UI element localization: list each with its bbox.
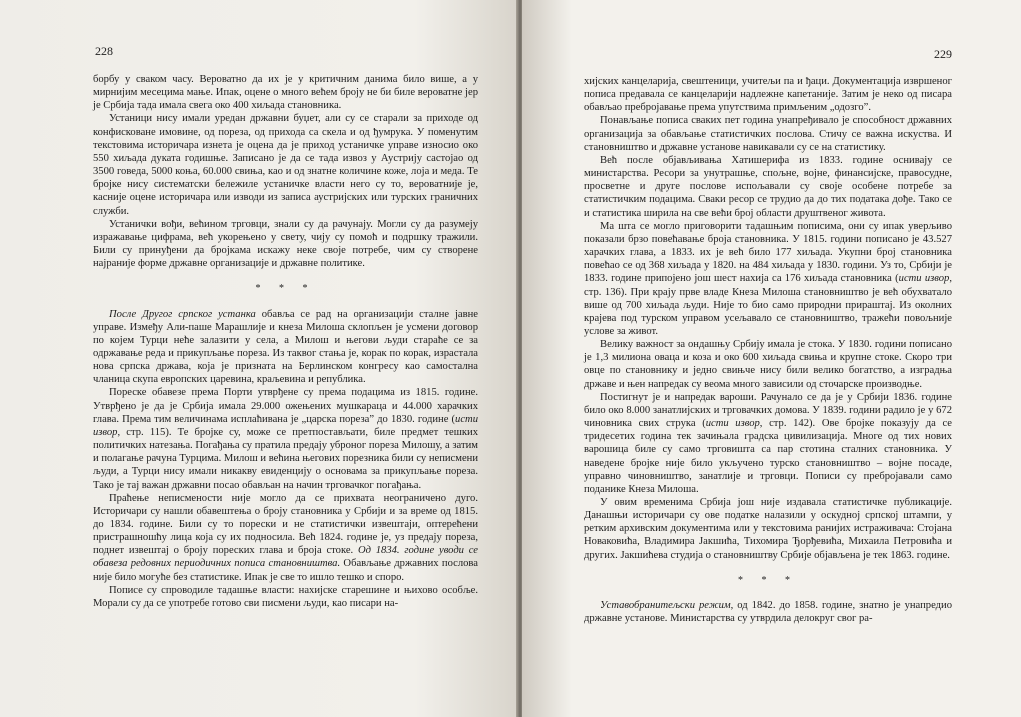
paragraph-text: , стр. 142). Ове бројке показују да се тридесетих година тек зачињала градска цивилизација. Многе од тих нових варошица биле су само трговишта са пар стотина сталних становника. У наведене бројке није било укључено турско становништво – војне посаде, управно чиновништво, занатлије и трговци. Пописи су пребројавали само поданике Кнеза Милоша. xyxy=(584,418,952,495)
paragraph: Пописе су спроводиле тадашње власти: нахијске старешине и њихово особље. Морали су да се употребе готово сви писмени људи, као писари на- xyxy=(93,584,478,609)
paragraph: Понављање пописа сваких пет година унапређивало је способност државних организација за обављање статистичких послова. Стичу се важна искуства. И становништво и државне установе навикавали су се на статистику. xyxy=(584,115,952,153)
right-page xyxy=(522,0,1021,717)
paragraph: Устанички вођи, већином трговци, знали су да рачунају. Могли су да разумеју изражавање цифрама, већ укорењено у свету, чију су помоћ и подршку тражили. Били су принуђени да бројкама искажу неке своје потребе, чим су створене најраније форме државне организације и државне политике. xyxy=(93,218,478,270)
paragraph xyxy=(584,599,952,625)
left-page-text xyxy=(93,73,478,610)
paragraph-text: , стр. 115). Те бројке су, може се претпостављати, биле предмет тешких политичких натезања. Погађања су пратила предају уброног пореза Милошу, а затим и полагање рачуна Турцима. Милош и већина његових порезника били су неписмени људи, а Турци нису имали никакву евиденцију о основама за прикупљање пореза. Тако је тај важан државни посао обављан на начин трговачког погађања. xyxy=(93,426,478,491)
paragraph-text: Обављање државних послова није било могуће без статистике. Ипак је све то ишло тешко и споро. xyxy=(93,558,478,583)
section-separator: * * * xyxy=(255,283,316,295)
paragraph xyxy=(584,220,952,338)
italic-heading: Уставобранитељски режим, xyxy=(600,599,734,611)
italic-citation: исти извор xyxy=(898,273,950,285)
paragraph: борбу у сваком часу. Вероватно да их је у критичним данима било више, а у мирнијим месецима мање. Ипак, оцене о много већем броју не би биле вероватне јер је Србија тада имала свега око 400 хиљада становника. xyxy=(93,74,478,112)
paragraph-text: обавља се рад на организацији сталне јавне управе. Између Али-паше Марашлије и кнеза Милоша склопљен је усмени договор по којем Турци неће залазити у села, а Милош и његови људи стараће се за одржавање реда и прикупљање пореза. Из таквог стања је, корак по корак, израстала нова српска држава, која је призната на Берлинском конгресу као самостална чланица скупа европских царевина, краљевина и република. xyxy=(93,308,478,386)
paragraph xyxy=(93,386,478,491)
paragraph-text: Пореске обавезе према Порти утврђене су према подацима из 1815. године. Утврђено је да је Србија имала 29.000 ожењених мушкараца и 44.000 харачких глава. Према тим величинама исплаћивана је „царска пореза” до 1830. године ( xyxy=(93,387,478,425)
paragraph-text: , стр. 136). При крају прве владе Кнеза Милоша становништво је већ обухватало више од 700 хиљада људи. Није то био само природни прираштај. Из околних крајева под турском управом усељавало се становништво, тражећи повољније услове за живот. xyxy=(584,273,952,337)
paragraph-text: Постигнут је и напредак вароши. Рачунало се да је у Србији 1836. године било око 8.000 занатлијских и трговачких домова. У 1839. години радило је у 672 чиновника свих струка ( xyxy=(584,391,952,430)
paragraph: Већ после објављивања Хатишерифа из 1833. године оснивају се министарства. Ресори за унутрашње, спољне, војне, финансијске, правосудне, просветне и друге послове испољавали су своје особене потребе за статистичким подацима. Сваки ресор се трудио да до тих података дође. Тако се и статистика ширила на све већи број области друштвеног живота. xyxy=(584,154,952,219)
italic-emphasis: Од 1834. године уводи се обавеза редовних периодичних пописа становништва. xyxy=(93,545,479,570)
paragraph-text: Ма шта се могло приговорити тадашњим пописима, они су ипак уверљиво показали брзо повећавање броја становника. У 1815. години пописано је 43.527 харачких глава, а 1833. их је већ било 177 хиљада. Укупни број становника повећао се од 368 хиљада у 1820. на 484 хиљада у 1830. години. Уз то, Србији је 1833. године припојено још шест нахија са 176 хиљада становника ( xyxy=(584,220,952,285)
paragraph: хијских канцеларија, свештеници, учитељи па и ђаци. Документација извршеног пописа предавала се канцеларији надлежне капетаније. Затим је неко од писара обављао пребројавање према упутствима примљеним „одозго”. xyxy=(584,76,952,114)
paragraph: Велику важност за ондашњу Србију имала је стока. У 1830. години пописано је 1,3 милиона оваца и коза и око 600 хиљада свиња и крупне стоке. Скоро три овце по становнику и једно свињче нису били велико богатство, а изградња државе и њен напредак су веома много зависили од сточарске производње. xyxy=(584,339,952,390)
italic-citation: исти извор xyxy=(93,413,478,438)
paragraph xyxy=(93,308,478,387)
paragraph: У овим временима Србија још није издавала статистичке публикације. Данашњи историчари су ове податке налазили у оскудној српској штампи, у ретким архивским документима или у текстовима ранијих истраживача: Стојана Новаковића, Владимира Јакшића, Тихомира Ђорђевића, Михаила Петровића и других. Јакшићева студија о становништву Србије објављена је тек 1863. године. xyxy=(584,497,952,561)
italic-citation: исти извор xyxy=(705,418,760,430)
paragraph-text: Праћење неписмености није могло да се прихвата неограничено дуго. Историчари су нашли обавештења о броју становника у Србији и за време од 1815. до 1834. године. Били су то порески и не статистички извештаји, оптерећени пристрашношћу лица која су их подносила. Већ 1824. године је, уз предају пореза, поднет извештај о броју пореских глава и броја стоке. xyxy=(93,492,478,557)
page-number-left: 228 xyxy=(95,44,113,58)
paragraph: Устаници нису имали уредан државни буџет, али су се старали за приходе од конфисковане имовине, од пореза, од прихода са скела и од ђумрука. У поменутим текстовима историчара изнета је оцена да је приход устаничке управе износио око 550 хиљада дуката годишње. Записано је да се тада извоз у Аустрију састојао од 3500 говеда, 5000 коња, 60.000 свиња, као и од знатне количине коже, лоја и меда. Те бројке нису систематски бележиле устаничке власти него су то, вероватније је, касније оцене историчара или изводи из записа аустријских или турских граничних служби. xyxy=(93,113,478,217)
right-page-text xyxy=(584,75,952,625)
page-number-right: 229 xyxy=(934,47,952,61)
paragraph-text: од 1842. до 1858. године, знатно је унапредио државне установе. Министарства су утврдила делокруг свог ра- xyxy=(584,599,953,625)
paragraph xyxy=(93,492,478,584)
paragraph xyxy=(584,391,952,496)
italic-heading: После Другог српског устанка xyxy=(109,308,256,320)
section-separator: * * * xyxy=(738,574,798,586)
